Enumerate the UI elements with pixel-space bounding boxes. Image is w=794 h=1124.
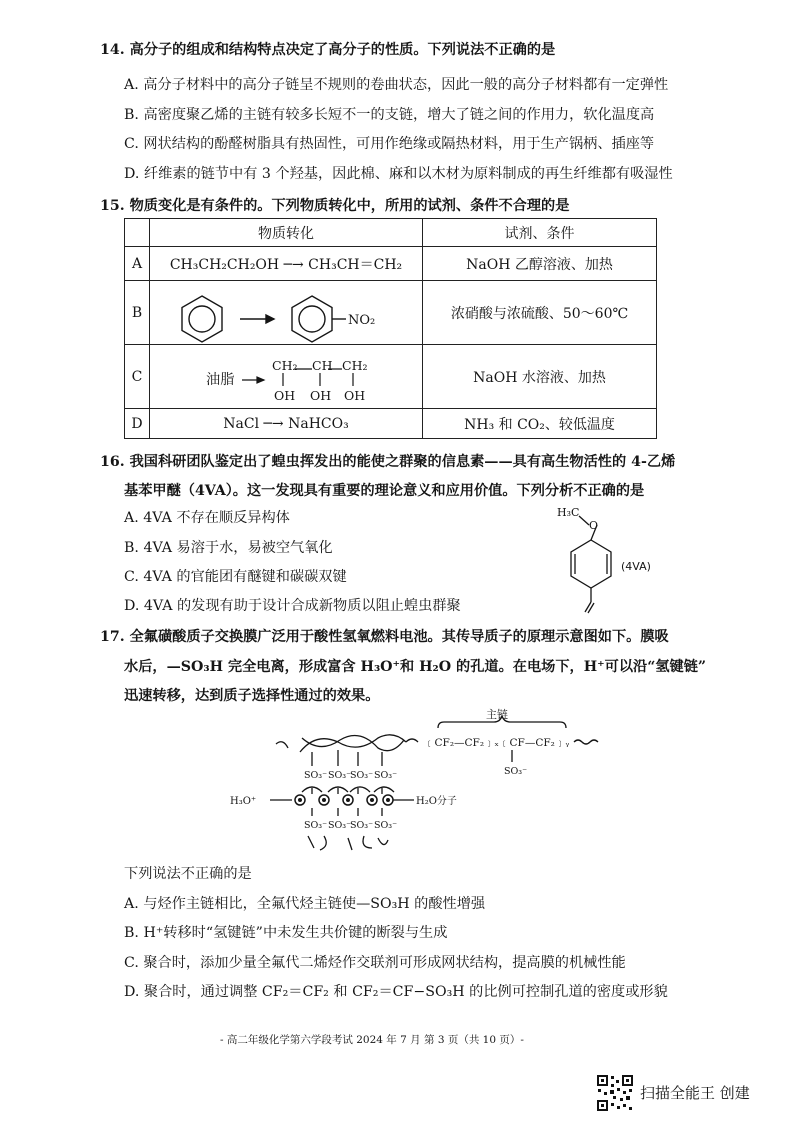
header-transform: 物质转化 <box>150 219 423 247</box>
q14-option-d: D. 纤维素的链节中有 3 个羟基，因此棉、麻和以木材为原料制成的再生纤维都有吸湿性 <box>124 166 673 182</box>
so3-label: SO₃⁻ <box>328 820 352 831</box>
so3-label: SO₃⁻ <box>504 766 528 777</box>
page-footer: - 高二年级化学第六学段考试 2024 年 7 月 第 3 页（共 10 页）- <box>220 1034 524 1046</box>
4va-label: (4VA) <box>621 560 651 573</box>
q16-option-d: D. 4VA 的发现有助于设计合成新物质以阻止蝗虫群聚 <box>124 598 461 614</box>
q17-option-c: C. 聚合时，添加少量全氟代二烯烃作交联剂可形成网状结构，提高膜的机械性能 <box>124 955 626 971</box>
q15-stem: 15. 物质变化是有条件的。下列物质转化中，所用的试剂、条件不合理的是 <box>100 198 570 214</box>
so3-label: SO₃⁻ <box>350 770 374 781</box>
table-header-row <box>125 219 657 247</box>
proton-exchange-membrane-diagram <box>228 708 608 860</box>
glycerol-oh-1: OH <box>274 388 296 403</box>
q17-option-b: B. H⁺转移时“氢键链”中未发生共价键的断裂与生成 <box>124 925 448 941</box>
q17-stem-line2: 水后，—SO₃H 完全电离，形成富含 H₃O⁺和 H₂O 的孔道。在电场下，H⁺可以沿“氢键链” <box>124 659 707 675</box>
row-condition: NaOH 水溶液、加热 <box>423 345 657 409</box>
row-transform: NaCl ─→ NaHCO₃ <box>150 409 423 439</box>
oil-label: 油脂 <box>206 372 235 388</box>
q14-stem: 14. 高分子的组成和结构特点决定了高分子的性质。下列说法不正确的是 <box>100 42 556 58</box>
table-row <box>125 409 657 439</box>
row-key: D <box>125 409 150 439</box>
benzene-to-nitrobenzene-structure <box>176 290 396 352</box>
main-chain-label: 主链 <box>486 708 508 721</box>
so3-label: SO₃⁻ <box>374 820 398 831</box>
hydronium-label: H₃O⁺ <box>230 796 257 807</box>
q14-option-b: B. 高密度聚乙烯的主链有较多长短不一的支链，增大了链之间的作用力，软化温度高 <box>124 107 655 123</box>
q16-option-c: C. 4VA 的官能团有醚键和碳碳双键 <box>124 569 347 585</box>
q17-option-d: D. 聚合时，通过调整 CF₂＝CF₂ 和 CF₂＝CF−SO₃H 的比例可控制孔道的密度或形貌 <box>124 984 668 1000</box>
q17-option-a: A. 与烃作主链相比，全氟代烃主链使—SO₃H 的酸性增强 <box>124 896 486 912</box>
so3-label: SO₃⁻ <box>350 820 374 831</box>
h3c-label: H₃C <box>557 506 580 519</box>
q17-stem-line3: 迅速转移，达到质子选择性通过的效果。 <box>124 688 380 704</box>
glycerol-oh-2: OH <box>310 388 332 403</box>
row-key: C <box>125 345 150 409</box>
glycerol-ch2-right: CH₂ <box>342 358 368 373</box>
glycerol-ch: CH <box>312 358 333 373</box>
q16-option-b: B. 4VA 易溶于水，易被空气氧化 <box>124 540 333 556</box>
main-chain-formula: ﹝CF₂—CF₂﹞ₓ﹝CF—CF₂﹞ᵧ <box>424 737 570 749</box>
q16-option-a: A. 4VA 不存在顺反异构体 <box>124 510 290 526</box>
so3-label: SO₃⁻ <box>328 770 352 781</box>
q17-stem-line1: 17. 全氟磺酸质子交换膜广泛用于酸性氢氧燃料电池。其传导质子的原理示意图如下。膜吸 <box>100 629 669 645</box>
qr-code-icon <box>596 1074 634 1112</box>
so3-label: SO₃⁻ <box>304 820 328 831</box>
svg-text:O: O <box>589 519 599 532</box>
glycerol-structure <box>240 356 400 406</box>
row-key: B <box>125 281 150 345</box>
nitro-group-label: NO₂ <box>348 313 376 328</box>
q17-question: 下列说法不正确的是 <box>124 866 252 882</box>
row-condition: NH₃ 和 CO₂、较低温度 <box>423 409 657 439</box>
header-condition: 试剂、条件 <box>423 219 657 247</box>
header-blank <box>125 219 150 247</box>
so3-label: SO₃⁻ <box>304 770 328 781</box>
water-molecule-label: H₂O分子 <box>416 796 457 807</box>
glycerol-ch2-left: CH₂ <box>272 358 298 373</box>
q16-stem-line2: 基苯甲醚（4VA）。这一发现具有重要的理论意义和应用价值。下列分析不正确的是 <box>124 483 645 499</box>
row-key: A <box>125 247 150 281</box>
glycerol-oh-3: OH <box>344 388 366 403</box>
4va-structure <box>555 500 675 618</box>
row-transform: CH₃CH₂CH₂OH ─→ CH₃CH＝CH₂ <box>150 247 423 281</box>
q14-option-c: C. 网状结构的酚醛树脂具有热固性，可用作绝缘或隔热材料，用于生产锅柄、插座等 <box>124 136 655 152</box>
q16-stem-line1: 16. 我国科研团队鉴定出了蝗虫挥发出的能使之群聚的信息素——具有高生物活性的 4-乙烯 <box>100 454 676 470</box>
so3-label: SO₃⁻ <box>374 770 398 781</box>
table-row <box>125 247 657 281</box>
q14-option-a: A. 高分子材料中的高分子链呈不规则的卷曲状态，因此一般的高分子材料都有一定弹性 <box>124 77 669 93</box>
row-condition: 浓硝酸与浓硫酸、50～60℃ <box>423 281 657 345</box>
camscanner-watermark: 扫描全能王 创建 <box>640 1084 750 1102</box>
row-condition: NaOH 乙醇溶液、加热 <box>423 247 657 281</box>
